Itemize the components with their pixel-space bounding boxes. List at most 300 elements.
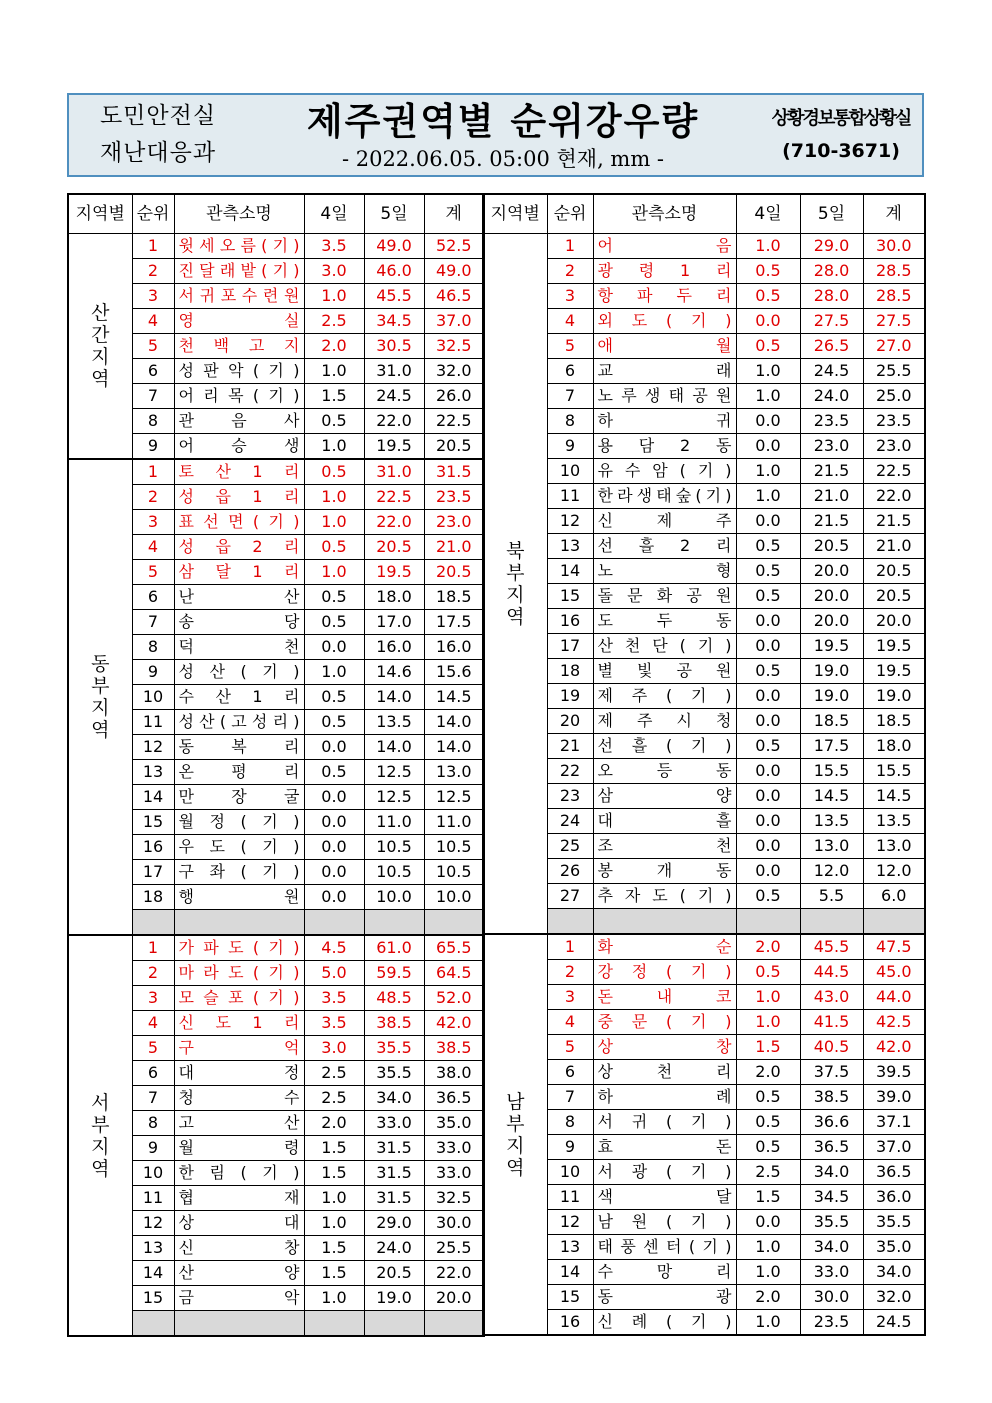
station-name-cell — [174, 585, 304, 610]
total-cell: 31.5 — [424, 459, 484, 485]
total-cell: 17.5 — [424, 610, 484, 635]
region-char: 지 — [506, 1134, 525, 1157]
d4-cell: 0.5 — [736, 584, 800, 609]
station-name-text: 월 정 ( 기 ) — [178, 812, 300, 831]
total-cell: 24.5 — [863, 1310, 925, 1336]
rank-cell: 4 — [132, 535, 174, 560]
department-line-1: 도민안전실 — [99, 103, 217, 129]
station-name-text: 돌 문 화 공 원 — [597, 586, 732, 605]
d5-cell: 37.5 — [800, 1060, 863, 1085]
station-name-cell — [174, 434, 304, 460]
rank-cell: 2 — [547, 960, 593, 985]
d4-cell: 1.0 — [736, 234, 800, 259]
table-row — [483, 934, 925, 960]
d4-cell: 0.0 — [304, 860, 364, 885]
table-row — [483, 784, 925, 809]
d4-cell: 0.5 — [304, 760, 364, 785]
region-char: 지 — [91, 697, 110, 719]
page-title: 제주권역별 순위강우량 — [306, 100, 700, 143]
station-name-text: 진 달 래 밭 ( 기 ) — [178, 261, 300, 280]
rank-cell: 3 — [547, 284, 593, 309]
rank-cell: 7 — [547, 384, 593, 409]
station-name-text: 금 악 — [178, 1288, 300, 1307]
station-name-cell — [174, 459, 304, 485]
total-cell: 13.0 — [863, 834, 925, 859]
total-cell: 42.0 — [863, 1035, 925, 1060]
column-header: 지역별 — [68, 194, 132, 234]
d5-cell: 12.0 — [800, 859, 863, 884]
d5-cell: 41.5 — [800, 1010, 863, 1035]
d5-cell: 17.0 — [364, 610, 424, 635]
station-name-cell — [593, 384, 736, 409]
station-name-cell — [174, 1086, 304, 1111]
empty-cell — [132, 910, 174, 936]
d4-cell: 0.5 — [736, 1085, 800, 1110]
station-name-cell — [174, 760, 304, 785]
d5-cell: 35.5 — [364, 1061, 424, 1086]
station-name-cell — [593, 684, 736, 709]
region-char: 서 — [91, 1091, 110, 1114]
station-name-text: 색 달 — [597, 1187, 732, 1206]
station-name-cell — [593, 334, 736, 359]
station-name-cell — [593, 1135, 736, 1160]
total-cell: 36.5 — [424, 1086, 484, 1111]
station-name-text: 유 수 암 ( 기 ) — [597, 461, 732, 480]
d5-cell: 14.0 — [364, 735, 424, 760]
d4-cell: 0.0 — [304, 835, 364, 860]
table-row — [483, 960, 925, 985]
d4-cell: 2.5 — [736, 1160, 800, 1185]
rank-cell: 2 — [132, 961, 174, 986]
d4-cell: 2.5 — [304, 1086, 364, 1111]
d4-cell: 2.0 — [304, 334, 364, 359]
d4-cell: 1.0 — [736, 484, 800, 509]
column-header: 4일 — [304, 194, 364, 234]
d4-cell: 0.5 — [304, 610, 364, 635]
rank-cell: 1 — [132, 234, 174, 259]
total-cell: 30.0 — [424, 1211, 484, 1236]
total-cell: 46.5 — [424, 284, 484, 309]
d5-cell: 43.0 — [800, 985, 863, 1010]
total-cell: 12.0 — [863, 859, 925, 884]
total-cell: 37.1 — [863, 1110, 925, 1135]
station-name-cell — [174, 485, 304, 510]
rank-cell: 6 — [132, 585, 174, 610]
d5-cell: 14.6 — [364, 660, 424, 685]
d4-cell: 2.0 — [736, 1060, 800, 1085]
station-name-cell — [174, 986, 304, 1011]
d5-cell: 34.0 — [800, 1235, 863, 1260]
total-cell: 18.0 — [863, 734, 925, 759]
total-cell: 19.5 — [863, 634, 925, 659]
rank-cell: 6 — [547, 359, 593, 384]
station-name-text: 광 령 1 리 — [597, 261, 732, 280]
rank-cell: 25 — [547, 834, 593, 859]
d5-cell: 45.5 — [364, 284, 424, 309]
region-char: 지 — [91, 1135, 110, 1158]
d5-cell: 61.0 — [364, 935, 424, 961]
d5-cell: 31.5 — [364, 1186, 424, 1211]
station-name-cell — [174, 885, 304, 910]
d4-cell: 0.0 — [736, 809, 800, 834]
station-name-text: 윗 세 오 름 ( 기 ) — [178, 236, 300, 255]
empty-cell — [132, 1311, 174, 1337]
total-cell: 22.5 — [424, 409, 484, 434]
station-name-cell — [174, 635, 304, 660]
d5-cell: 13.5 — [364, 710, 424, 735]
station-name-text: 추 자 도 ( 기 ) — [597, 886, 732, 905]
table-row — [483, 309, 925, 334]
rank-cell: 4 — [547, 309, 593, 334]
station-name-cell — [174, 384, 304, 409]
station-name-text: 남 원 ( 기 ) — [597, 1212, 732, 1231]
rank-cell: 9 — [547, 1135, 593, 1160]
rank-cell: 13 — [547, 1235, 593, 1260]
total-cell: 23.0 — [863, 434, 925, 459]
d4-cell: 0.5 — [736, 334, 800, 359]
contact-office: 상황경보통합상황실 — [771, 108, 911, 129]
rank-cell: 3 — [132, 284, 174, 309]
total-cell: 11.0 — [424, 810, 484, 835]
total-cell: 37.0 — [863, 1135, 925, 1160]
station-name-text: 천 백 고 지 — [178, 336, 300, 355]
d4-cell: 3.0 — [304, 259, 364, 284]
station-name-text: 선 흘 ( 기 ) — [597, 736, 732, 755]
station-name-cell — [593, 1010, 736, 1035]
rank-cell: 10 — [132, 685, 174, 710]
total-cell: 20.0 — [863, 609, 925, 634]
station-name-text: 온 평 리 — [178, 762, 300, 781]
station-name-text: 조 천 — [597, 836, 732, 855]
rank-cell: 11 — [547, 1185, 593, 1210]
station-name-cell — [593, 1260, 736, 1285]
rank-cell: 3 — [547, 985, 593, 1010]
region-char: 남 — [506, 1090, 525, 1113]
station-name-text: 중 문 ( 기 ) — [597, 1012, 732, 1031]
d4-cell: 0.0 — [736, 434, 800, 459]
station-name-cell — [593, 985, 736, 1010]
station-name-cell — [174, 309, 304, 334]
d5-cell: 19.5 — [364, 560, 424, 585]
d4-cell: 0.5 — [736, 1135, 800, 1160]
station-name-cell — [593, 534, 736, 559]
d5-cell: 14.0 — [364, 685, 424, 710]
d4-cell: 0.0 — [304, 810, 364, 835]
table-header-row — [483, 194, 925, 234]
station-name-text: 어 리 목 ( 기 ) — [178, 386, 300, 405]
rank-cell: 23 — [547, 784, 593, 809]
region-label-south — [483, 934, 547, 1335]
table-row — [483, 684, 925, 709]
table-row — [483, 434, 925, 459]
station-name-cell — [593, 584, 736, 609]
table-row — [483, 809, 925, 834]
rank-cell: 5 — [132, 560, 174, 585]
station-name-text: 도 두 동 — [597, 611, 732, 630]
station-name-text: 서 광 ( 기 ) — [597, 1162, 732, 1181]
total-cell: 36.5 — [863, 1160, 925, 1185]
station-name-cell — [593, 234, 736, 259]
station-name-text: 신 창 — [178, 1238, 300, 1257]
d4-cell: 0.5 — [304, 710, 364, 735]
region-char: 동 — [91, 653, 110, 675]
total-cell: 15.6 — [424, 660, 484, 685]
d5-cell: 24.5 — [800, 359, 863, 384]
rank-cell: 7 — [132, 384, 174, 409]
region-char: 역 — [506, 605, 525, 628]
d4-cell: 1.0 — [736, 1260, 800, 1285]
d4-cell: 0.0 — [736, 309, 800, 334]
table-row — [483, 1060, 925, 1085]
table-row — [483, 859, 925, 884]
total-cell: 22.0 — [863, 484, 925, 509]
table-row — [483, 759, 925, 784]
table-row — [483, 609, 925, 634]
rank-cell: 22 — [547, 759, 593, 784]
table-row — [483, 584, 925, 609]
rank-cell: 2 — [547, 259, 593, 284]
d4-cell: 0.5 — [736, 734, 800, 759]
d4-cell: 1.5 — [736, 1185, 800, 1210]
column-header: 순위 — [547, 194, 593, 234]
station-name-text: 신 도 1 리 — [178, 1013, 300, 1032]
d5-cell: 10.0 — [364, 885, 424, 910]
total-cell: 42.5 — [863, 1010, 925, 1035]
rank-cell: 14 — [132, 1261, 174, 1286]
station-name-cell — [593, 309, 736, 334]
table-row — [483, 1235, 925, 1260]
total-cell: 32.0 — [863, 1285, 925, 1310]
d4-cell: 3.5 — [304, 986, 364, 1011]
region-label-east — [68, 459, 132, 935]
total-cell: 13.0 — [424, 760, 484, 785]
total-cell: 34.0 — [863, 1260, 925, 1285]
total-cell: 20.5 — [863, 559, 925, 584]
contact-phone: (710-3671) — [782, 140, 900, 162]
total-cell: 20.5 — [424, 560, 484, 585]
station-name-text: 서 귀 포 수 련 원 — [178, 286, 300, 305]
rank-cell: 27 — [547, 884, 593, 909]
station-name-cell — [593, 559, 736, 584]
station-name-text: 산 양 — [178, 1263, 300, 1282]
total-cell: 65.5 — [424, 935, 484, 961]
rank-cell: 15 — [547, 1285, 593, 1310]
rank-cell: 7 — [132, 1086, 174, 1111]
rank-cell: 1 — [132, 459, 174, 485]
station-name-text: 구 좌 ( 기 ) — [178, 862, 300, 881]
station-name-cell — [593, 484, 736, 509]
d4-cell: 1.0 — [304, 1211, 364, 1236]
station-name-cell — [593, 1035, 736, 1060]
station-name-cell — [174, 860, 304, 885]
d5-cell: 24.0 — [800, 384, 863, 409]
station-name-text: 산 천 단 ( 기 ) — [597, 636, 732, 655]
rank-cell: 6 — [132, 359, 174, 384]
region-char: 지 — [91, 346, 110, 368]
rank-cell: 1 — [547, 934, 593, 960]
total-cell: 16.0 — [424, 635, 484, 660]
rank-cell: 8 — [547, 1110, 593, 1135]
total-cell: 6.0 — [863, 884, 925, 909]
d4-cell: 3.5 — [304, 234, 364, 259]
rank-cell: 17 — [547, 634, 593, 659]
d4-cell: 2.0 — [736, 1285, 800, 1310]
station-name-text: 우 도 ( 기 ) — [178, 837, 300, 856]
station-name-cell — [174, 685, 304, 710]
table-row — [483, 1185, 925, 1210]
rank-cell: 11 — [132, 710, 174, 735]
rank-cell: 24 — [547, 809, 593, 834]
d4-cell: 0.5 — [736, 559, 800, 584]
total-cell: 21.0 — [424, 535, 484, 560]
rank-cell: 10 — [547, 459, 593, 484]
empty-cell — [304, 910, 364, 936]
rank-cell: 15 — [132, 1286, 174, 1311]
d4-cell: 4.5 — [304, 935, 364, 961]
station-name-text: 제 주 시 청 — [597, 711, 732, 730]
d4-cell: 0.0 — [736, 609, 800, 634]
d5-cell: 20.0 — [800, 559, 863, 584]
region-char: 북 — [506, 539, 525, 562]
d4-cell: 0.0 — [304, 885, 364, 910]
rank-cell: 13 — [132, 1236, 174, 1261]
total-cell: 27.5 — [863, 309, 925, 334]
table-row — [483, 1135, 925, 1160]
d5-cell: 11.0 — [364, 810, 424, 835]
station-name-cell — [593, 759, 736, 784]
rank-cell: 8 — [132, 1111, 174, 1136]
table-row — [483, 1010, 925, 1035]
rank-cell: 9 — [132, 1136, 174, 1161]
station-name-text: 한 림 ( 기 ) — [178, 1163, 300, 1182]
d5-cell: 24.0 — [364, 1236, 424, 1261]
station-name-cell — [174, 1161, 304, 1186]
station-name-text: 오 등 동 — [597, 761, 732, 780]
total-cell: 13.5 — [863, 809, 925, 834]
station-name-cell — [593, 409, 736, 434]
station-name-cell — [593, 284, 736, 309]
station-name-text: 효 돈 — [597, 1137, 732, 1156]
station-name-cell — [174, 259, 304, 284]
d5-cell: 19.5 — [800, 634, 863, 659]
station-name-text: 화 순 — [597, 937, 732, 956]
station-name-text: 가 파 도 ( 기 ) — [178, 938, 300, 957]
total-cell: 32.5 — [424, 334, 484, 359]
total-cell: 14.5 — [863, 784, 925, 809]
region-char: 부 — [91, 675, 110, 697]
station-name-cell — [593, 1110, 736, 1135]
d4-cell: 1.5 — [304, 384, 364, 409]
d4-cell: 0.5 — [304, 459, 364, 485]
d4-cell: 1.0 — [736, 384, 800, 409]
d5-cell: 44.5 — [800, 960, 863, 985]
d5-cell: 34.0 — [364, 1086, 424, 1111]
station-name-text: 항 파 두 리 — [597, 286, 732, 305]
d5-cell: 21.5 — [800, 459, 863, 484]
station-name-text: 한 라 생 태 숲 ( 기 ) — [597, 486, 732, 505]
total-cell: 47.5 — [863, 934, 925, 960]
station-name-text: 상 창 — [597, 1037, 732, 1056]
d5-cell: 30.5 — [364, 334, 424, 359]
station-name-cell — [174, 610, 304, 635]
total-cell: 10.0 — [424, 885, 484, 910]
table-row — [483, 534, 925, 559]
rank-cell: 3 — [132, 510, 174, 535]
total-cell: 36.0 — [863, 1185, 925, 1210]
report-header — [67, 93, 924, 177]
region-char: 역 — [506, 1156, 525, 1179]
contact-block — [760, 95, 922, 175]
station-name-text: 협 재 — [178, 1188, 300, 1207]
table-row — [483, 634, 925, 659]
empty-row — [483, 909, 925, 935]
d4-cell: 1.5 — [304, 1136, 364, 1161]
rainfall-table-right — [482, 193, 926, 1336]
empty-cell — [424, 1311, 484, 1337]
rank-cell: 13 — [132, 760, 174, 785]
rank-cell: 8 — [132, 409, 174, 434]
d5-cell: 10.5 — [364, 860, 424, 885]
total-cell: 52.0 — [424, 986, 484, 1011]
station-name-cell — [593, 859, 736, 884]
rank-cell: 11 — [547, 484, 593, 509]
d5-cell: 5.5 — [800, 884, 863, 909]
d4-cell: 1.0 — [304, 1186, 364, 1211]
station-name-cell — [593, 1235, 736, 1260]
total-cell: 49.0 — [424, 259, 484, 284]
station-name-cell — [174, 334, 304, 359]
total-cell: 10.5 — [424, 860, 484, 885]
rank-cell: 18 — [132, 885, 174, 910]
total-cell: 35.5 — [863, 1210, 925, 1235]
d4-cell: 0.5 — [304, 685, 364, 710]
table-row — [483, 384, 925, 409]
column-header: 계 — [863, 194, 925, 234]
d5-cell: 45.5 — [800, 934, 863, 960]
total-cell: 22.0 — [424, 1261, 484, 1286]
d4-cell: 2.5 — [304, 309, 364, 334]
rank-cell: 1 — [132, 935, 174, 961]
d5-cell: 40.5 — [800, 1035, 863, 1060]
rank-cell: 14 — [547, 559, 593, 584]
empty-cell — [174, 1311, 304, 1337]
station-name-text: 영 실 — [178, 311, 300, 330]
station-name-text: 동 복 리 — [178, 737, 300, 756]
station-name-cell — [593, 659, 736, 684]
station-name-text: 덕 천 — [178, 637, 300, 656]
d4-cell: 1.5 — [736, 1035, 800, 1060]
station-name-cell — [174, 409, 304, 434]
d5-cell: 35.5 — [364, 1036, 424, 1061]
station-name-cell — [593, 459, 736, 484]
station-name-cell — [174, 1286, 304, 1311]
station-name-text: 교 래 — [597, 361, 732, 380]
region-char: 산 — [91, 302, 110, 324]
table-row — [483, 1210, 925, 1235]
table-row — [483, 884, 925, 909]
d4-cell: 0.0 — [736, 759, 800, 784]
rank-cell: 10 — [547, 1160, 593, 1185]
station-name-text: 돈 내 코 — [597, 987, 732, 1006]
d5-cell: 28.0 — [800, 259, 863, 284]
table-row — [68, 459, 484, 485]
total-cell: 14.0 — [424, 735, 484, 760]
d4-cell: 1.0 — [736, 359, 800, 384]
station-name-text: 하 례 — [597, 1087, 732, 1106]
table-header-row — [68, 194, 484, 234]
station-name-cell — [174, 1111, 304, 1136]
station-name-text: 선 흘 2 리 — [597, 536, 732, 555]
